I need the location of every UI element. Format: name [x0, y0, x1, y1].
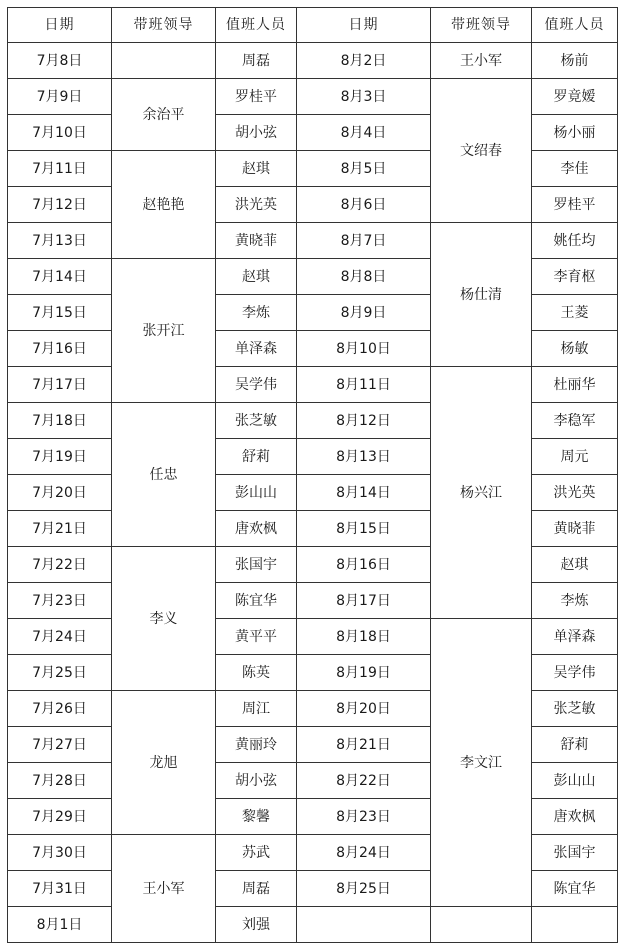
staff-cell: 李佳 [532, 151, 618, 187]
header-leader-2: 带班领导 [431, 8, 532, 43]
date-cell: 8月14日 [297, 475, 431, 511]
leader-cell: 余治平 [112, 79, 216, 151]
date-cell: 8月15日 [297, 511, 431, 547]
date-cell: 8月16日 [297, 547, 431, 583]
staff-cell: 周磊 [216, 43, 297, 79]
staff-cell: 胡小弦 [216, 763, 297, 799]
date-cell: 8月2日 [297, 43, 431, 79]
date-cell: 7月31日 [8, 871, 112, 907]
date-cell: 7月14日 [8, 259, 112, 295]
table-row [8, 223, 618, 259]
staff-cell: 陈宜华 [216, 583, 297, 619]
staff-cell: 吴学伟 [532, 655, 618, 691]
staff-cell: 苏武 [216, 835, 297, 871]
date-cell: 7月23日 [8, 583, 112, 619]
staff-cell: 单泽森 [216, 331, 297, 367]
leader-cell: 杨仕清 [431, 223, 532, 367]
staff-cell: 彭山山 [216, 475, 297, 511]
date-cell: 7月13日 [8, 223, 112, 259]
date-cell: 8月24日 [297, 835, 431, 871]
staff-cell: 单泽森 [532, 619, 618, 655]
staff-cell: 姚任均 [532, 223, 618, 259]
staff-cell: 唐欢枫 [216, 511, 297, 547]
staff-cell: 周磊 [216, 871, 297, 907]
table-row [8, 43, 618, 79]
date-cell: 8月22日 [297, 763, 431, 799]
date-cell: 7月22日 [8, 547, 112, 583]
date-cell: 8月23日 [297, 799, 431, 835]
date-cell: 8月13日 [297, 439, 431, 475]
table-row [8, 907, 618, 943]
leader-cell: 任忠 [112, 403, 216, 547]
staff-cell: 彭山山 [532, 763, 618, 799]
leader-cell: 张开江 [112, 259, 216, 403]
date-cell: 7月24日 [8, 619, 112, 655]
leader-cell [431, 907, 532, 943]
staff-cell: 罗桂平 [532, 187, 618, 223]
staff-cell: 黎馨 [216, 799, 297, 835]
date-cell: 8月3日 [297, 79, 431, 115]
duty-roster-table [7, 7, 618, 943]
date-cell: 8月1日 [8, 907, 112, 943]
staff-cell: 陈英 [216, 655, 297, 691]
staff-cell: 舒莉 [532, 727, 618, 763]
staff-cell: 李稳军 [532, 403, 618, 439]
staff-cell: 周元 [532, 439, 618, 475]
date-cell: 7月9日 [8, 79, 112, 115]
header-staff-2: 值班人员 [532, 8, 618, 43]
staff-cell: 杨小丽 [532, 115, 618, 151]
leader-cell: 杨兴江 [431, 367, 532, 619]
date-cell: 7月27日 [8, 727, 112, 763]
staff-cell: 洪光英 [216, 187, 297, 223]
staff-cell: 杨前 [532, 43, 618, 79]
staff-cell: 杜丽华 [532, 367, 618, 403]
staff-cell: 赵琪 [532, 547, 618, 583]
table-row [8, 367, 618, 403]
staff-cell [532, 907, 618, 943]
staff-cell: 刘强 [216, 907, 297, 943]
date-cell: 7月29日 [8, 799, 112, 835]
date-cell: 7月17日 [8, 367, 112, 403]
date-cell: 7月18日 [8, 403, 112, 439]
staff-cell: 李炼 [532, 583, 618, 619]
date-cell: 8月17日 [297, 583, 431, 619]
table-row [8, 79, 618, 115]
date-cell: 8月19日 [297, 655, 431, 691]
date-cell: 8月12日 [297, 403, 431, 439]
date-cell: 8月10日 [297, 331, 431, 367]
staff-cell: 李炼 [216, 295, 297, 331]
date-cell: 8月21日 [297, 727, 431, 763]
staff-cell: 洪光英 [532, 475, 618, 511]
staff-cell: 罗桂平 [216, 79, 297, 115]
staff-cell: 张国宇 [532, 835, 618, 871]
staff-cell: 周江 [216, 691, 297, 727]
staff-cell: 张国宇 [216, 547, 297, 583]
date-cell: 8月11日 [297, 367, 431, 403]
header-row [8, 8, 618, 43]
leader-cell: 王小军 [431, 43, 532, 79]
staff-cell: 杨敏 [532, 331, 618, 367]
date-cell: 8月20日 [297, 691, 431, 727]
date-cell: 7月28日 [8, 763, 112, 799]
staff-cell: 陈宜华 [532, 871, 618, 907]
date-cell: 7月21日 [8, 511, 112, 547]
staff-cell: 黄平平 [216, 619, 297, 655]
leader-cell: 赵艳艳 [112, 151, 216, 259]
staff-cell: 黄丽玲 [216, 727, 297, 763]
date-cell: 7月15日 [8, 295, 112, 331]
date-cell: 7月19日 [8, 439, 112, 475]
leader-cell: 王小军 [112, 835, 216, 943]
date-cell: 7月25日 [8, 655, 112, 691]
leader-cell: 李义 [112, 547, 216, 691]
date-cell: 8月9日 [297, 295, 431, 331]
staff-cell: 张芝敏 [532, 691, 618, 727]
table-row [8, 619, 618, 655]
staff-cell: 罗竟嫒 [532, 79, 618, 115]
date-cell [297, 907, 431, 943]
date-cell: 7月16日 [8, 331, 112, 367]
date-cell: 8月5日 [297, 151, 431, 187]
date-cell: 8月25日 [297, 871, 431, 907]
staff-cell: 赵琪 [216, 151, 297, 187]
header-leader-1: 带班领导 [112, 8, 216, 43]
staff-cell: 黄晓菲 [532, 511, 618, 547]
staff-cell: 胡小弦 [216, 115, 297, 151]
date-cell: 7月10日 [8, 115, 112, 151]
leader-cell [112, 43, 216, 79]
staff-cell: 黄晓菲 [216, 223, 297, 259]
staff-cell: 唐欢枫 [532, 799, 618, 835]
date-cell: 7月30日 [8, 835, 112, 871]
date-cell: 8月6日 [297, 187, 431, 223]
header-staff-1: 值班人员 [216, 8, 297, 43]
date-cell: 8月18日 [297, 619, 431, 655]
date-cell: 8月4日 [297, 115, 431, 151]
staff-cell: 赵琪 [216, 259, 297, 295]
date-cell: 8月8日 [297, 259, 431, 295]
date-cell: 8月7日 [297, 223, 431, 259]
staff-cell: 李育枢 [532, 259, 618, 295]
header-date-2: 日期 [297, 8, 431, 43]
date-cell: 7月20日 [8, 475, 112, 511]
date-cell: 7月26日 [8, 691, 112, 727]
staff-cell: 王菱 [532, 295, 618, 331]
date-cell: 7月12日 [8, 187, 112, 223]
staff-cell: 吴学伟 [216, 367, 297, 403]
staff-cell: 张芝敏 [216, 403, 297, 439]
header-date-1: 日期 [8, 8, 112, 43]
date-cell: 7月11日 [8, 151, 112, 187]
date-cell: 7月8日 [8, 43, 112, 79]
leader-cell: 龙旭 [112, 691, 216, 835]
leader-cell: 文绍春 [431, 79, 532, 223]
staff-cell: 舒莉 [216, 439, 297, 475]
leader-cell: 李文江 [431, 619, 532, 907]
